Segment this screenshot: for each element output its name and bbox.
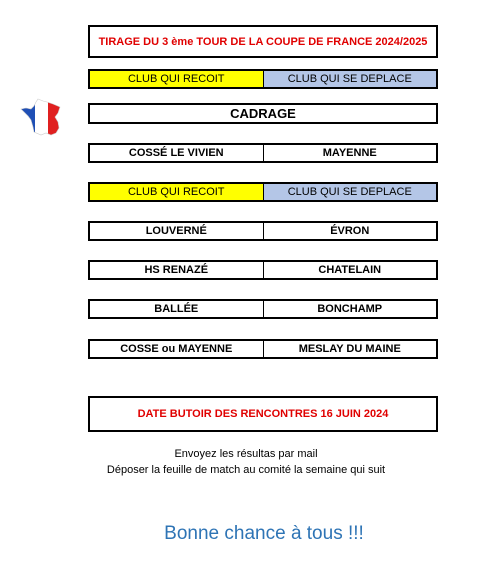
home-club: COSSÉ LE VIVIEN <box>90 145 264 161</box>
home-club: HS RENAZÉ <box>90 262 264 278</box>
away-club: ÉVRON <box>330 225 370 237</box>
away-club-header: CLUB QUI SE DEPLACE <box>264 71 437 87</box>
header-row-2 <box>88 182 438 202</box>
home-club: COSSE ou MAYENNE <box>90 341 264 357</box>
match-row <box>88 299 438 319</box>
home-club-header: CLUB QUI RECOIT <box>90 184 264 200</box>
match-row <box>88 221 438 241</box>
away-club: BONCHAMP <box>317 303 383 315</box>
home-club-header: CLUB QUI RECOIT <box>90 71 264 87</box>
away-club-header: CLUB QUI SE DEPLACE <box>264 184 437 200</box>
match-row <box>88 339 438 359</box>
deadline-box: DATE BUTOIR DES RENCONTRES 16 JUIN 2024 <box>88 396 438 432</box>
instruction-match-sheet: Déposer la feuille de match au comité la semaine qui suit <box>106 464 386 476</box>
away-club: MAYENNE <box>322 147 377 159</box>
instruction-email: Envoyez les résultas par mail <box>174 448 318 460</box>
section-title-cadrage: CADRAGE <box>88 103 438 124</box>
draw-title: TIRAGE DU 3 ème TOUR DE LA COUPE DE FRANCE 2024/2025 <box>88 25 438 58</box>
cadrage-match-row <box>88 143 438 163</box>
france-flag-map-icon <box>20 98 64 138</box>
home-club: LOUVERNÉ <box>90 223 264 239</box>
away-club: CHATELAIN <box>318 264 382 276</box>
home-club: BALLÉE <box>90 301 264 317</box>
closing-message: Bonne chance à tous !!! <box>164 523 364 544</box>
header-row-1 <box>88 69 438 89</box>
match-row <box>88 260 438 280</box>
away-club: MESLAY DU MAINE <box>298 343 401 355</box>
